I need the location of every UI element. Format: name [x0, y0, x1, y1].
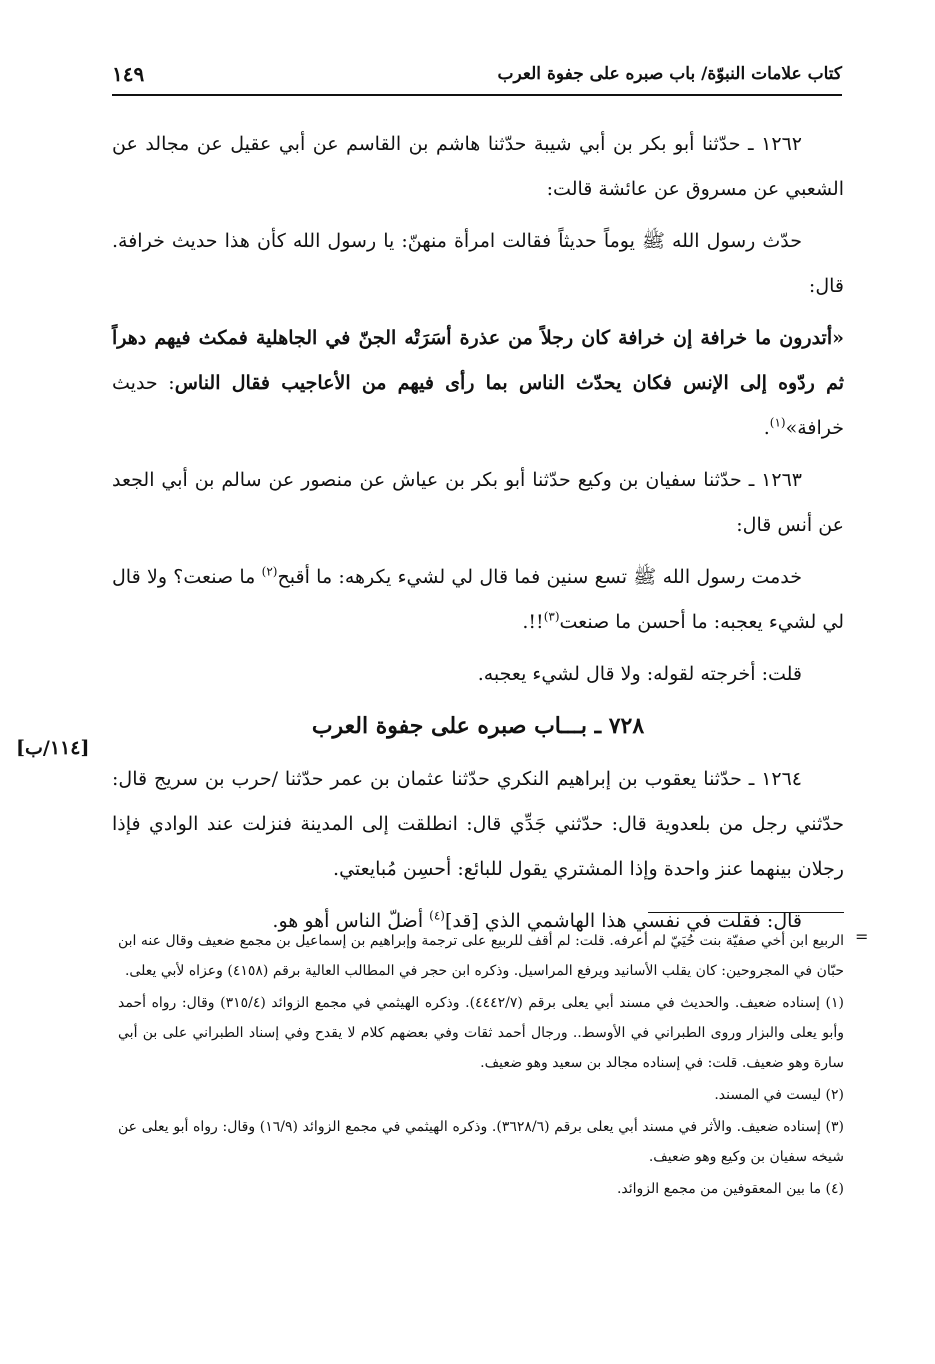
hadith-1264-isnad: ١٢٦٤ ـ حدّثنا يعقوب بن إبراهيم النكري حدّثنا عثمان بن عمر حدّثنا	[284, 768, 803, 790]
hadith-1263-matn-b: ما صنعت؟ ولا قال لي لشيء يعجبه: ما أحسن ما صنعت	[112, 566, 844, 633]
hadith-1262-isnad: ١٢٦٢ ـ حدّثنا أبو بكر بن أبي شيبة حدّثنا هاشم بن القاسم عن أبي عقيل	[230, 133, 802, 155]
page-header	[112, 62, 842, 96]
hadith-1263-matn-a: خدمت رسول الله ﷺ تسع سنين فما قال لي لشيء يكرهه: ما أقبح	[277, 566, 802, 588]
footnotes	[118, 926, 844, 1206]
hadith-1263-matn	[112, 555, 844, 645]
page-number: ١٤٩	[112, 62, 145, 86]
hadith-1264	[112, 757, 844, 892]
hadith-1263-comment: قلت: أخرجته لقوله: ولا قال لشيء يعجبه.	[477, 663, 802, 685]
footnote-3: (٣) إسناده ضعيف. والأثر في مسند أبي يعلى برقم (٣٦٢٨/٦). وذكره الهيثمي في مجمع الزوائد (١٦/٩) وقال: رواه أبو يعلى عن شيخه سفيان بن وكيع وهو ضعيف.	[118, 1119, 844, 1165]
footnote-2: (٢) ليست في المسند.	[714, 1087, 844, 1103]
footnote-divider	[648, 912, 844, 913]
hadith-1264-matn: /حرب بن سريج قال: حدّثني رجل من بلعدوية قال: حدّثني جَدِّي قال: انطلقت إلى المدينة فنزلت عند الوادي فإذا رجلان بينهما عنز واحدة وإذا المشتري يقول للبائع: أحسِن مُبايعتي.	[112, 768, 844, 880]
hadith-1262-quote-bold: «أتدرون ما خرافة إن خرافة كان رجلاً من عذرة أسَرَتْه الجنّ في الجاهلية فمكث فيهم دهراً ثم ردّوه إلى الإنس فكان يحدّث الناس بما رأى فيهم من الأعاجيب فقال الناس	[112, 327, 844, 394]
main-text	[112, 122, 844, 951]
hadith-1264-end-b: أضلّ الناس أهو هو.	[272, 910, 430, 932]
hadith-1263	[112, 458, 844, 548]
footnote-4: (٤) ما بين المعقوفين من مجمع الزوائد.	[616, 1181, 844, 1197]
hadith-1263-isnad: ١٢٦٣ ـ حدّثنا سفيان بن وكيع حدّثنا أبو بكر بن عياش عن منصور عن	[268, 469, 802, 491]
manuscript-folio-marker: [١١٤/ب]	[16, 737, 90, 759]
footnote-1: (١) إسناده ضعيف. والحديث في مسند أبي يعلى برقم (٤٤٤٢/٧). وذكره الهيثمي في مجمع الزوائد (٣١٥/٤) وقال: رواه أحمد وأبو يعلى والبزار وروى الطبراني في الأوسط.. ورجال أحمد ثقات وفي بعضهم كلام لا يقدح وفي إسناد الطبراني على بن أبي سارة وهو ضعيف. قلت: في إسناده مجالد بن سعيد وهو ضعيف.	[118, 995, 844, 1071]
hadith-1263-isnad-cont: سالم بن أبي الجعد عن أنس قال:	[112, 469, 844, 536]
hadith-1262-quote: «أتدرون ما خرافة إن خرافة كان رجلاً من عذرة أسَرَتْه الجنّ في الجاهلية فمكث فيهم دهراً ثم ردّوه إلى الإنس فكان يحدّث الناس بما رأى فيهم من الأعاجيب فقال الناس: حديث خرافة»$^{(١)}$.	[112, 327, 844, 439]
hadith-1262-quote-tail: : حديث خرافة»	[112, 372, 844, 439]
hadith-1263-matn-c: !!.	[522, 611, 544, 633]
hadith-1262-isnad-cont: عن مجالد عن الشعبي عن مسروق عن عائشة قالت:	[112, 133, 844, 200]
hadith-1262-matn	[112, 219, 844, 309]
footnote-ref-2: (٢)	[261, 564, 278, 579]
running-title: كتاب علامات النبوّة/ باب صبره على جفوة العرب	[497, 64, 842, 84]
continuation-mark: =	[855, 927, 869, 946]
chapter-title: ٧٢٨ ـ بـــاب صبره على جفوة العرب	[311, 713, 645, 739]
footnote-ref-1: (١)	[769, 415, 786, 430]
hadith-1264-end-a: قال: فقلت في نفسي هذا الهاشمي الذي [قد]	[444, 910, 802, 932]
footnote-ref-4: (٤)	[429, 908, 445, 923]
hadith-1262-narration: حدّث رسول الله ﷺ يوماً حديثاً فقالت امرأة منهنّ: يا رسول الله كأن هذا حديث خرافة. قال:	[112, 230, 844, 297]
footnote-ref-3: (٣)	[543, 609, 560, 624]
hadith-1262	[112, 122, 844, 212]
footnote-continued: الربيع ابن أخي صفيّة بنت حُيَيّ لم أعرفه. قلت: لم أقف للربيع على ترجمة وإبراهيم بن إسماعيل بن مجمع ضعيف وقال عنه ابن حبّان في المجروحين: كان يقلب الأسانيد ويرفع المراسيل. وذكره ابن حجر في المطالب العالية برقم (٤١٥٨) وعزاه لأبي يعلى.	[118, 933, 844, 979]
